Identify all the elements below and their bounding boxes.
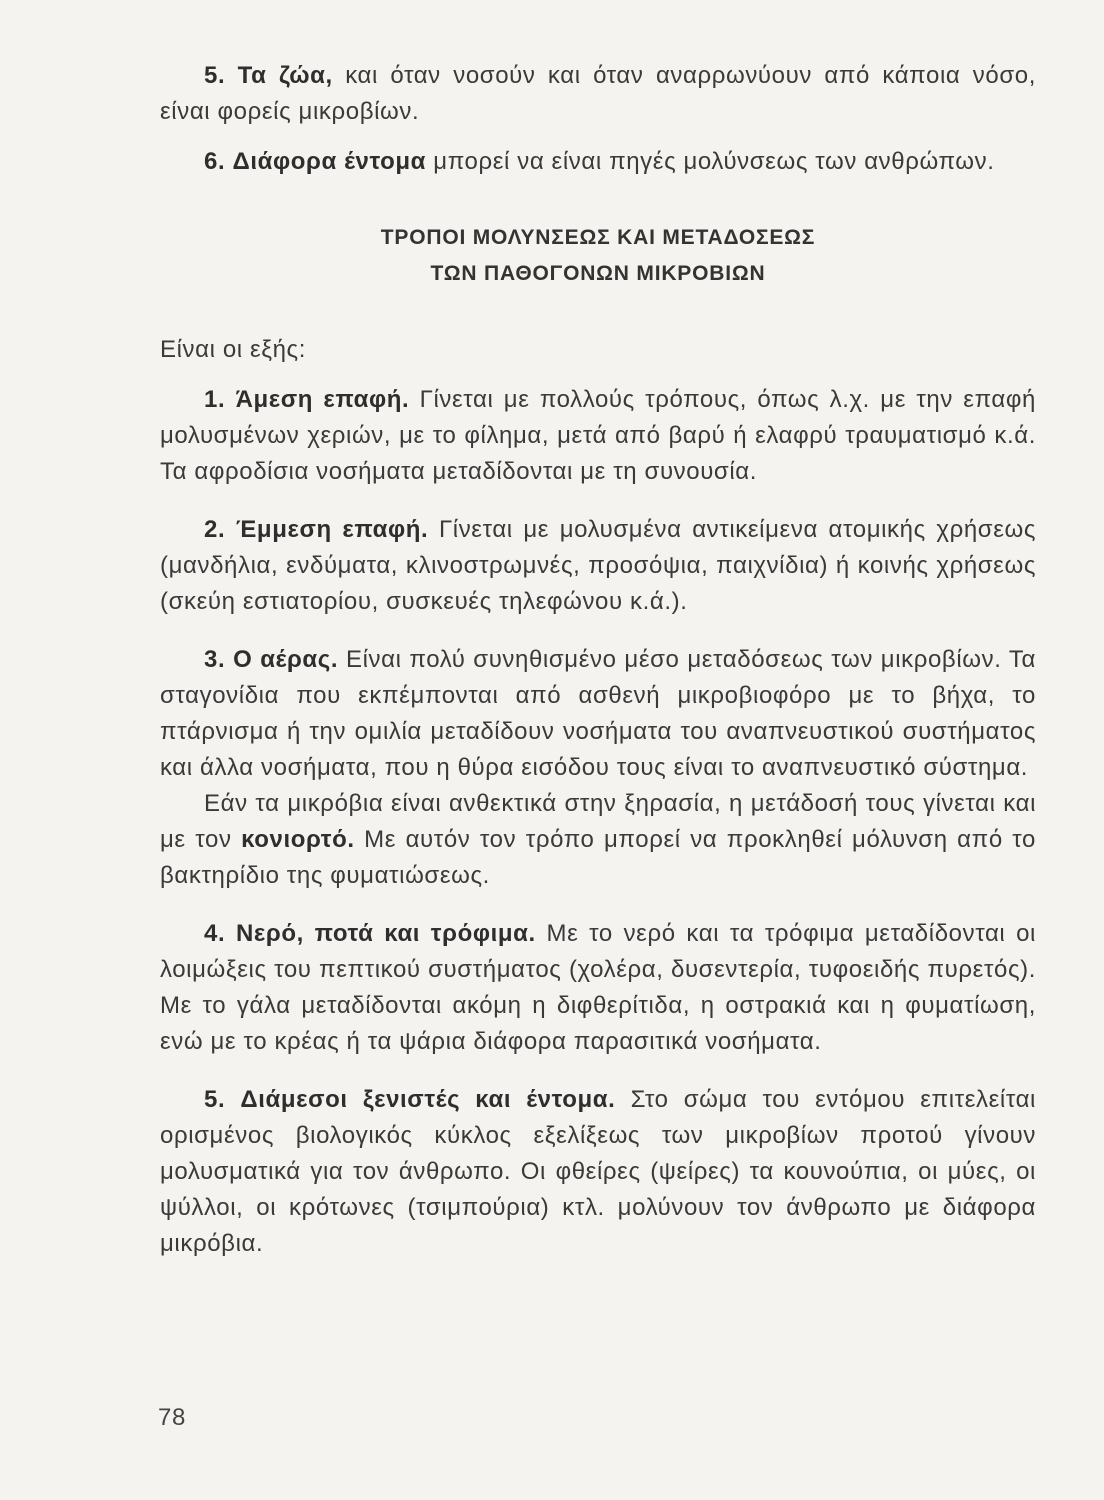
item-number: 6. — [204, 148, 226, 175]
item-text: και όταν νοσούν και όταν αναρρωνύουν από κάποια νόσο, είναι φορείς μικροβίων. — [160, 62, 1036, 125]
mode-text: Με το νερό και τα τρόφιμα μεταδίδονται οι λοιμώξεις του πεπτικού συστήματος (χολέρα, δυσεντερία, τυφοειδής πυρετός). Με το γάλα μεταδίδονται ακόμη η διφθερίτιδα, η οστρακιά και η φυματίωση, ενώ με το κρέας ή τα ψάρια διάφορα παρασιτικά νοσήματα. — [160, 920, 1036, 1055]
mode-term: Άμεση επαφή. — [235, 386, 410, 413]
mode-term: Νερό, ποτά και τρόφιμα. — [235, 920, 536, 947]
mode-number: 1. — [204, 386, 226, 413]
mode-air — [160, 642, 1036, 786]
mode-number: 2. — [204, 516, 226, 543]
mode-number: 5. — [204, 1086, 226, 1113]
mode-water-food — [160, 916, 1036, 1060]
page-number: 78 — [158, 1404, 186, 1431]
air-followup — [160, 786, 1036, 894]
lead-text: Είναι οι εξής: — [160, 336, 306, 363]
mode-number: 3. — [204, 646, 226, 673]
mode-number: 4. — [204, 920, 226, 947]
intro-item-animals — [160, 58, 1036, 130]
mode-term: Ο αέρας. — [233, 646, 339, 673]
mode-indirect-contact — [160, 512, 1036, 620]
item-term: Διάφορα έντομα — [232, 148, 426, 175]
page-body — [160, 58, 1036, 1262]
section-heading-line-2: ΤΩΝ ΠΑΘΟΓΟΝΩΝ ΜΙΚΡΟΒΙΩΝ — [430, 262, 766, 285]
mode-text: Γίνεται με πολλούς τρόπους, όπως λ.χ. με την επαφή μολυσμένων χεριών, με το φίλημα, μετά από βαρύ ή ελαφρύ τραυματισμό κ.ά. Τα αφροδίσια νοσήματα μεταδίδονται με τη συνουσία. — [160, 386, 1036, 485]
mode-direct-contact — [160, 382, 1036, 490]
mode-text: Είναι πολύ συνηθισμένο μέσο μεταδόσεως των μικροβίων. Τα σταγονίδια που εκπέμπονται από ασθενή μικροβιοφόρο με το βήχα, το πτάρνισμα ή την ομιλία μεταδίδουν νοσήματα του αναπνευστικού συστήματος και άλλα νοσήματα, που η θύρα εισόδου τους είναι το αναπνευστικό σύστημα. — [160, 646, 1036, 781]
followup-text-after: Με αυτόν τον τρόπο μπορεί να προκληθεί μόλυνση από το βακτηρίδιο της φυματιώσεως. — [160, 826, 1036, 889]
mode-text: Στο σώμα του εντόμου επιτελείται ορισμένος βιολογικός κύκλος εξελίξεως των μικροβίων προτού γίνουν μολυσματικά για τον άνθρωπο. Οι φθείρες (ψείρες) τα κουνούπια, οι μύες, οι ψύλλοι, οι κρότωνες (τσιμπούρια) κτλ. μολύνουν τον άνθρωπο με διάφορα μικρόβια. — [160, 1086, 1036, 1257]
followup-term-dust: κονιορτό. — [241, 826, 355, 853]
mode-term: Έμμεση επαφή. — [235, 516, 429, 543]
mode-text: Γίνεται με μολυσμένα αντικείμενα ατομικής χρήσεως (μανδήλια, ενδύματα, κλινοστρωμνές, προσόψια, παιχνίδια) ή κοινής χρήσεως (σκεύη εστιατορίου, συσκευές τηλεφώνου κ.ά.). — [160, 516, 1037, 615]
item-number: 5. — [204, 62, 226, 89]
intro-item-insects — [160, 144, 1036, 180]
item-text: μπορεί να είναι πηγές μολύνσεως των ανθρώπων. — [426, 148, 995, 175]
mode-vectors — [160, 1082, 1036, 1262]
followup-text-before: Εάν τα μικρόβια είναι ανθεκτικά στην ξηρασία, η μετάδοσή τους γίνεται και με τον — [160, 790, 1036, 853]
item-term: Τα ζώα, — [237, 62, 333, 89]
mode-term: Διάμεσοι ξενιστές και έντομα. — [240, 1086, 616, 1113]
section-heading-line-1: ΤΡΟΠΟΙ ΜΟΛΥΝΣΕΩΣ ΚΑΙ ΜΕΤΑΔΟΣΕΩΣ — [380, 226, 816, 249]
